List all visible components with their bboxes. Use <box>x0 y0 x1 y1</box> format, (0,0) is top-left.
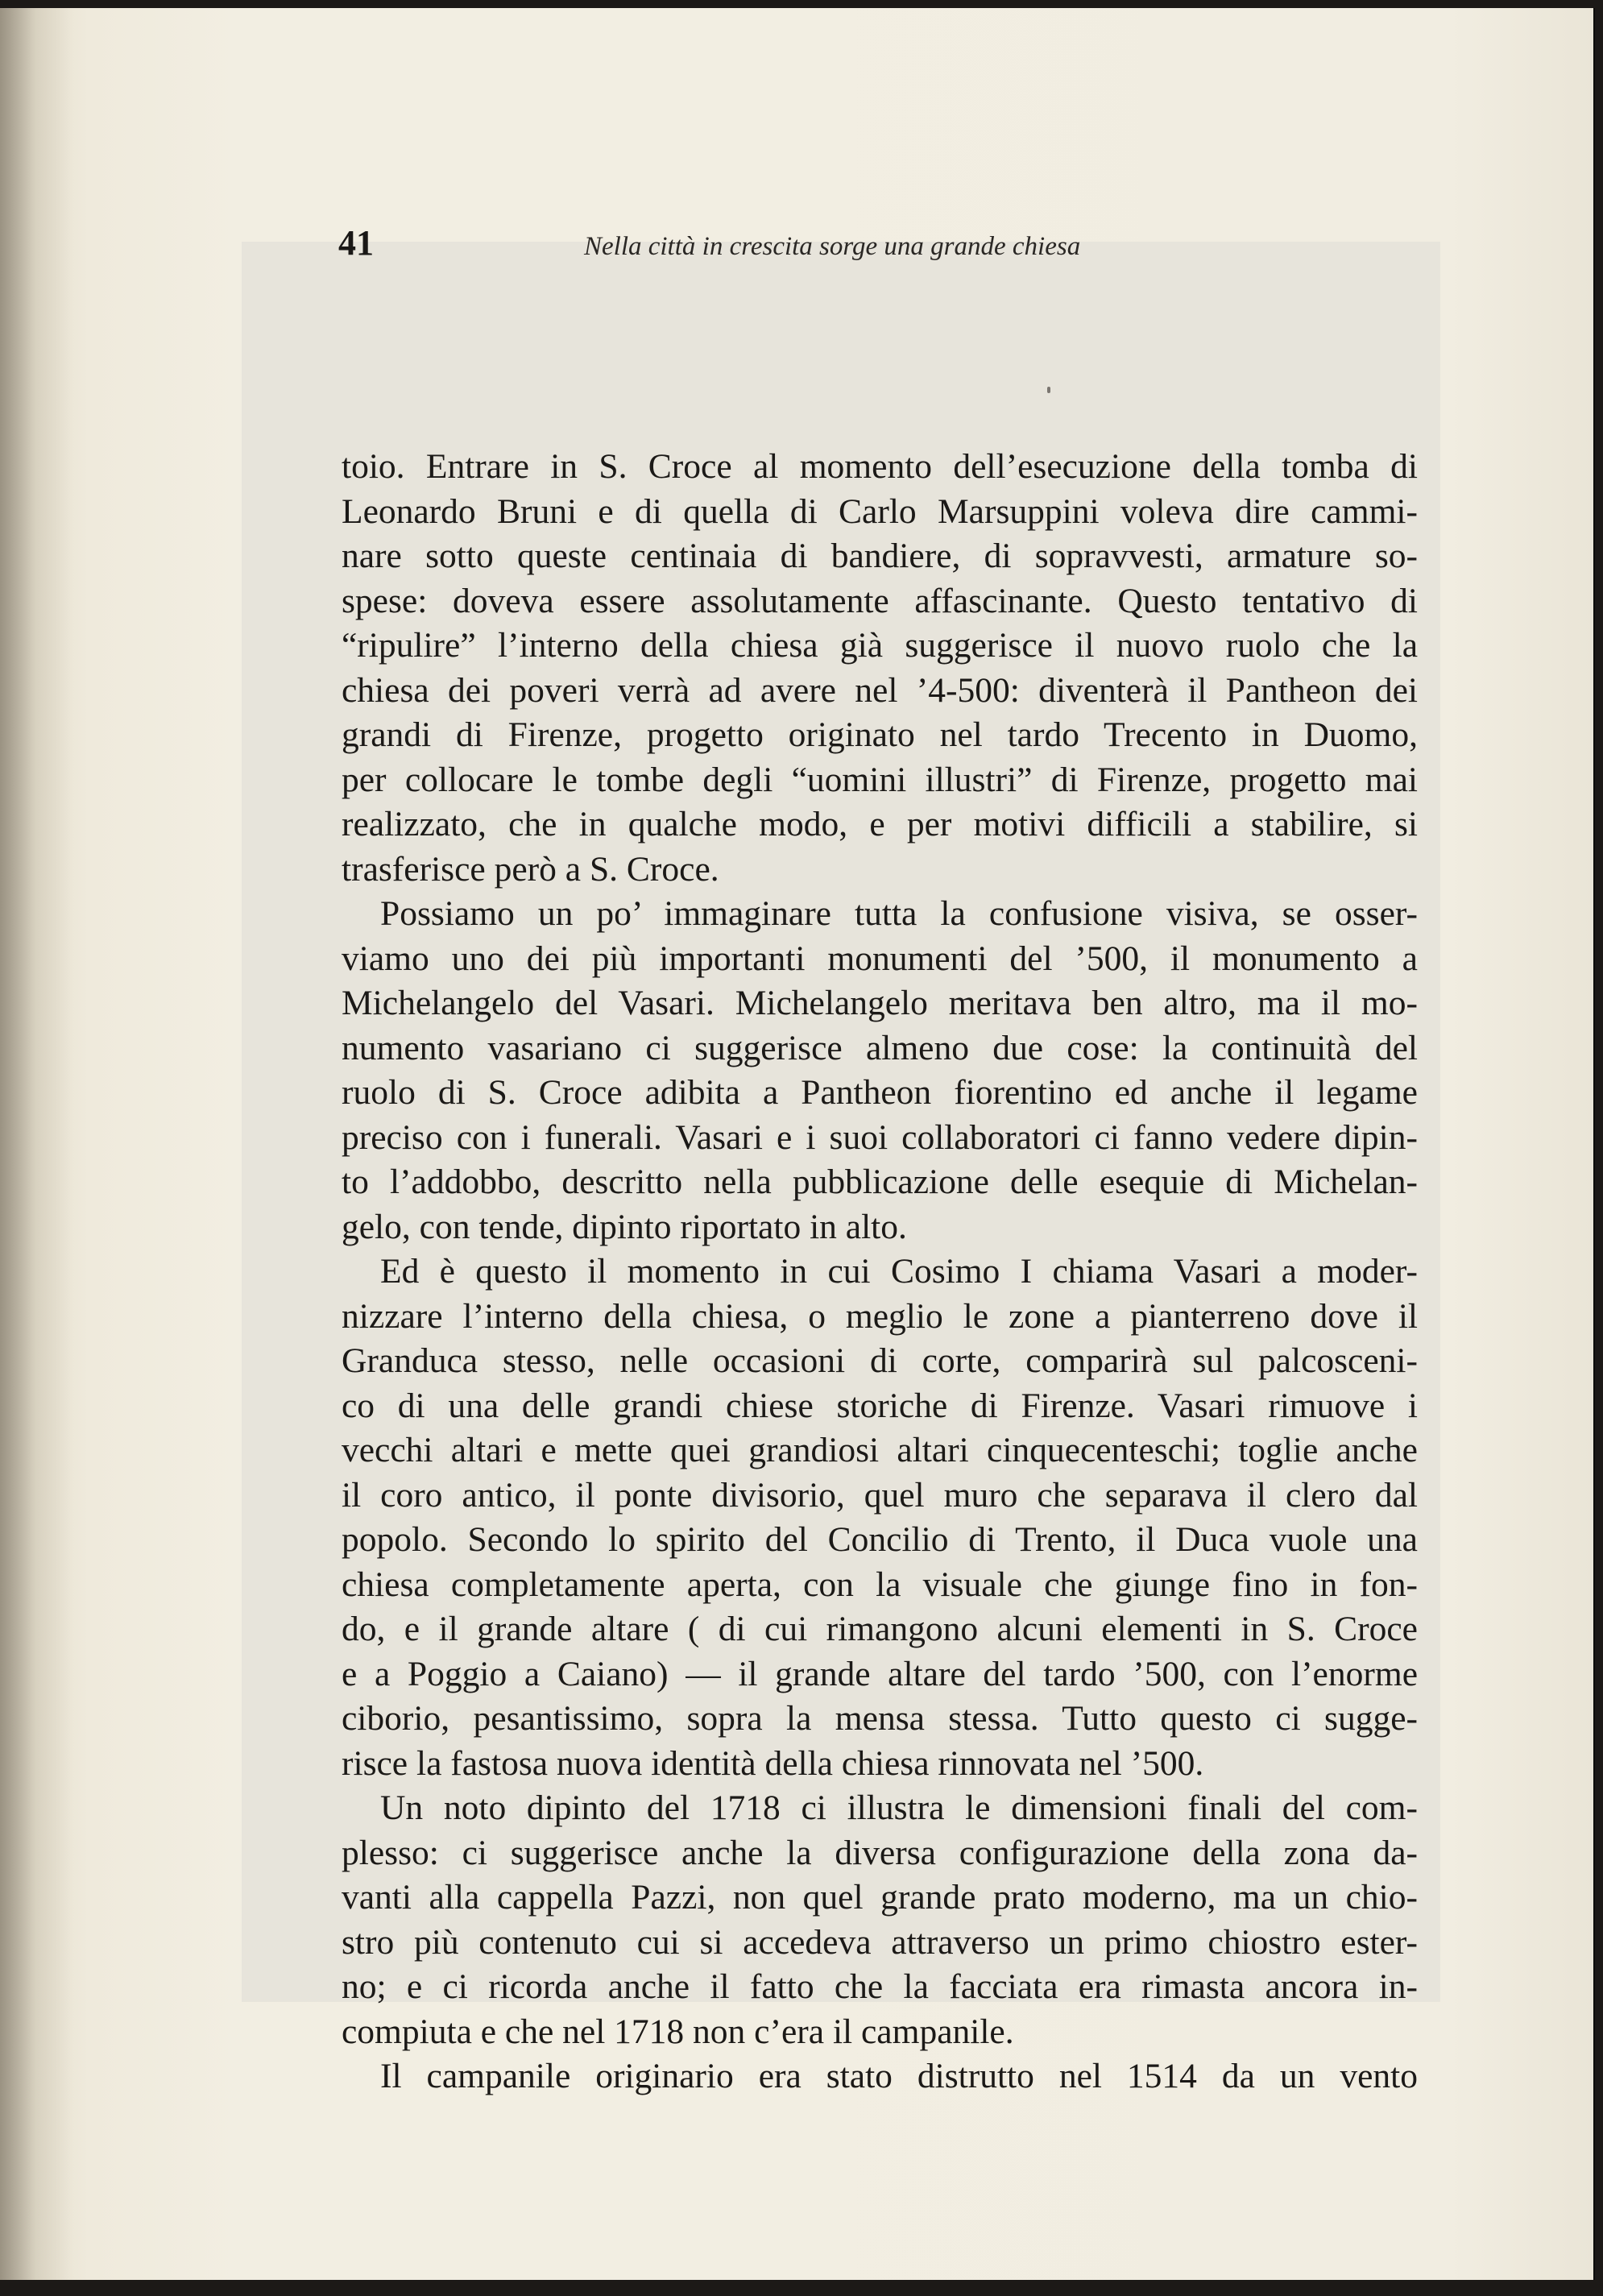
text-line: il coro antico, il ponte divisorio, quel muro che separava il clero dal <box>342 1475 1418 1515</box>
page-number: 41 <box>338 223 374 263</box>
text-line: per collocare le tombe degli “uomini illustri” di Firenze, progetto mai <box>342 760 1418 799</box>
text-line: to l’addobbo, descritto nella pubblicazione delle esequie di Michelan- <box>342 1163 1418 1201</box>
text-line: ciborio, pesantissimo, sopra la mensa stessa. Tutto questo ci sugge- <box>342 1699 1418 1738</box>
text-line: ruolo di S. Croce adibita a Pantheon fiorentino ed anche il legame <box>342 1073 1418 1112</box>
text-line: Il campanile originario era stato distrutto nel 1514 da un vento <box>380 2057 1418 2095</box>
text-line: Possiamo un po’ immaginare tutta la confusione visiva, se osser- <box>380 894 1418 933</box>
text-line: toio. Entrare in S. Croce al momento dell’esecuzione della tomba di <box>342 447 1418 486</box>
text-line: grandi di Firenze, progetto originato nel tardo Trecento in Duomo, <box>342 715 1418 754</box>
text-line: gelo, con tende, dipinto riportato in alto. <box>342 1207 907 1246</box>
text-line: Ed è questo il momento in cui Cosimo I chiama Vasari a moder- <box>380 1252 1418 1291</box>
text-line: Leonardo Bruni e di quella di Carlo Marsuppini voleva dire cammi- <box>342 491 1418 531</box>
text-line: e a Poggio a Caiano) — il grande altare del tardo ’500, con l’enorme <box>342 1654 1418 1693</box>
text-line: “ripulire” l’interno della chiesa già suggerisce il nuovo ruolo che la <box>342 626 1418 665</box>
scan-speck <box>1047 387 1050 393</box>
text-line: realizzato, che in qualche modo, e per motivi difficili a stabilire, si <box>342 805 1418 843</box>
text-line: risce la fastosa nuova identità della chiesa rinnovata nel ’500. <box>342 1743 1204 1783</box>
text-line: co di una delle grandi chiese storiche di Firenze. Vasari rimuove i <box>342 1386 1418 1425</box>
text-line: chiesa dei poveri verrà ad avere nel ’4-500: diventerà il Pantheon dei <box>342 670 1418 710</box>
text-line: stro più contenuto cui si accedeva attraverso un primo chiostro ester- <box>342 1922 1418 1962</box>
text-line: spese: doveva essere assolutamente affascinante. Questo tentativo di <box>342 581 1418 620</box>
binding-shadow <box>0 8 72 2280</box>
text-line: vecchi altari e mette quei grandiosi altari cinquecenteschi; toglie anche <box>342 1431 1418 1469</box>
text-line: popolo. Secondo lo spirito del Concilio di Trento, il Duca vuole una <box>342 1520 1418 1559</box>
text-line: do, e il grande altare ( di cui rimangono alcuni elementi in S. Croce <box>342 1610 1418 1648</box>
running-head <box>338 219 1265 267</box>
text-line: nizzare l’interno della chiesa, o meglio le zone a pianterreno dove il <box>342 1296 1418 1336</box>
text-line: Un noto dipinto del 1718 ci illustra le dimensioni finali del com- <box>380 1788 1418 1827</box>
text-line: Michelangelo del Vasari. Michelangelo meritava ben altro, ma il mo- <box>342 984 1418 1022</box>
text-line: preciso con i funerali. Vasari e i suoi collaboratori ci fanno vedere dipin- <box>342 1117 1418 1157</box>
text-line: compiuta e che nel 1718 non c’era il campanile. <box>342 2012 1014 2051</box>
text-line: trasferisce però a S. Croce. <box>342 849 719 889</box>
text-line: viamo uno dei più importanti monumenti del ’500, il monumento a <box>342 939 1418 978</box>
text-line: numento vasariano ci suggerisce almeno due cose: la continuità del <box>342 1028 1418 1067</box>
running-title: Nella città in crescita sorge una grande chiesa <box>584 232 1081 261</box>
book-page <box>0 8 1595 2280</box>
text-line: chiesa completamente aperta, con la visuale che giunge fino in fon- <box>342 1565 1418 1604</box>
text-line: nare sotto queste centinaia di bandiere, di sopravvesti, armature so- <box>342 537 1418 575</box>
text-line: vanti alla cappella Pazzi, non quel grande prato moderno, ma un chio- <box>342 1878 1418 1917</box>
text-line: plesso: ci suggerisce anche la diversa configurazione della zona da- <box>342 1833 1418 1872</box>
text-line: no; e ci ricorda anche il fatto che la facciata era rimasta ancora in- <box>342 1967 1418 2006</box>
body-text <box>342 445 1418 2099</box>
text-line: Granduca stesso, nelle occasioni di corte, comparirà sul palcosceni- <box>342 1341 1418 1380</box>
